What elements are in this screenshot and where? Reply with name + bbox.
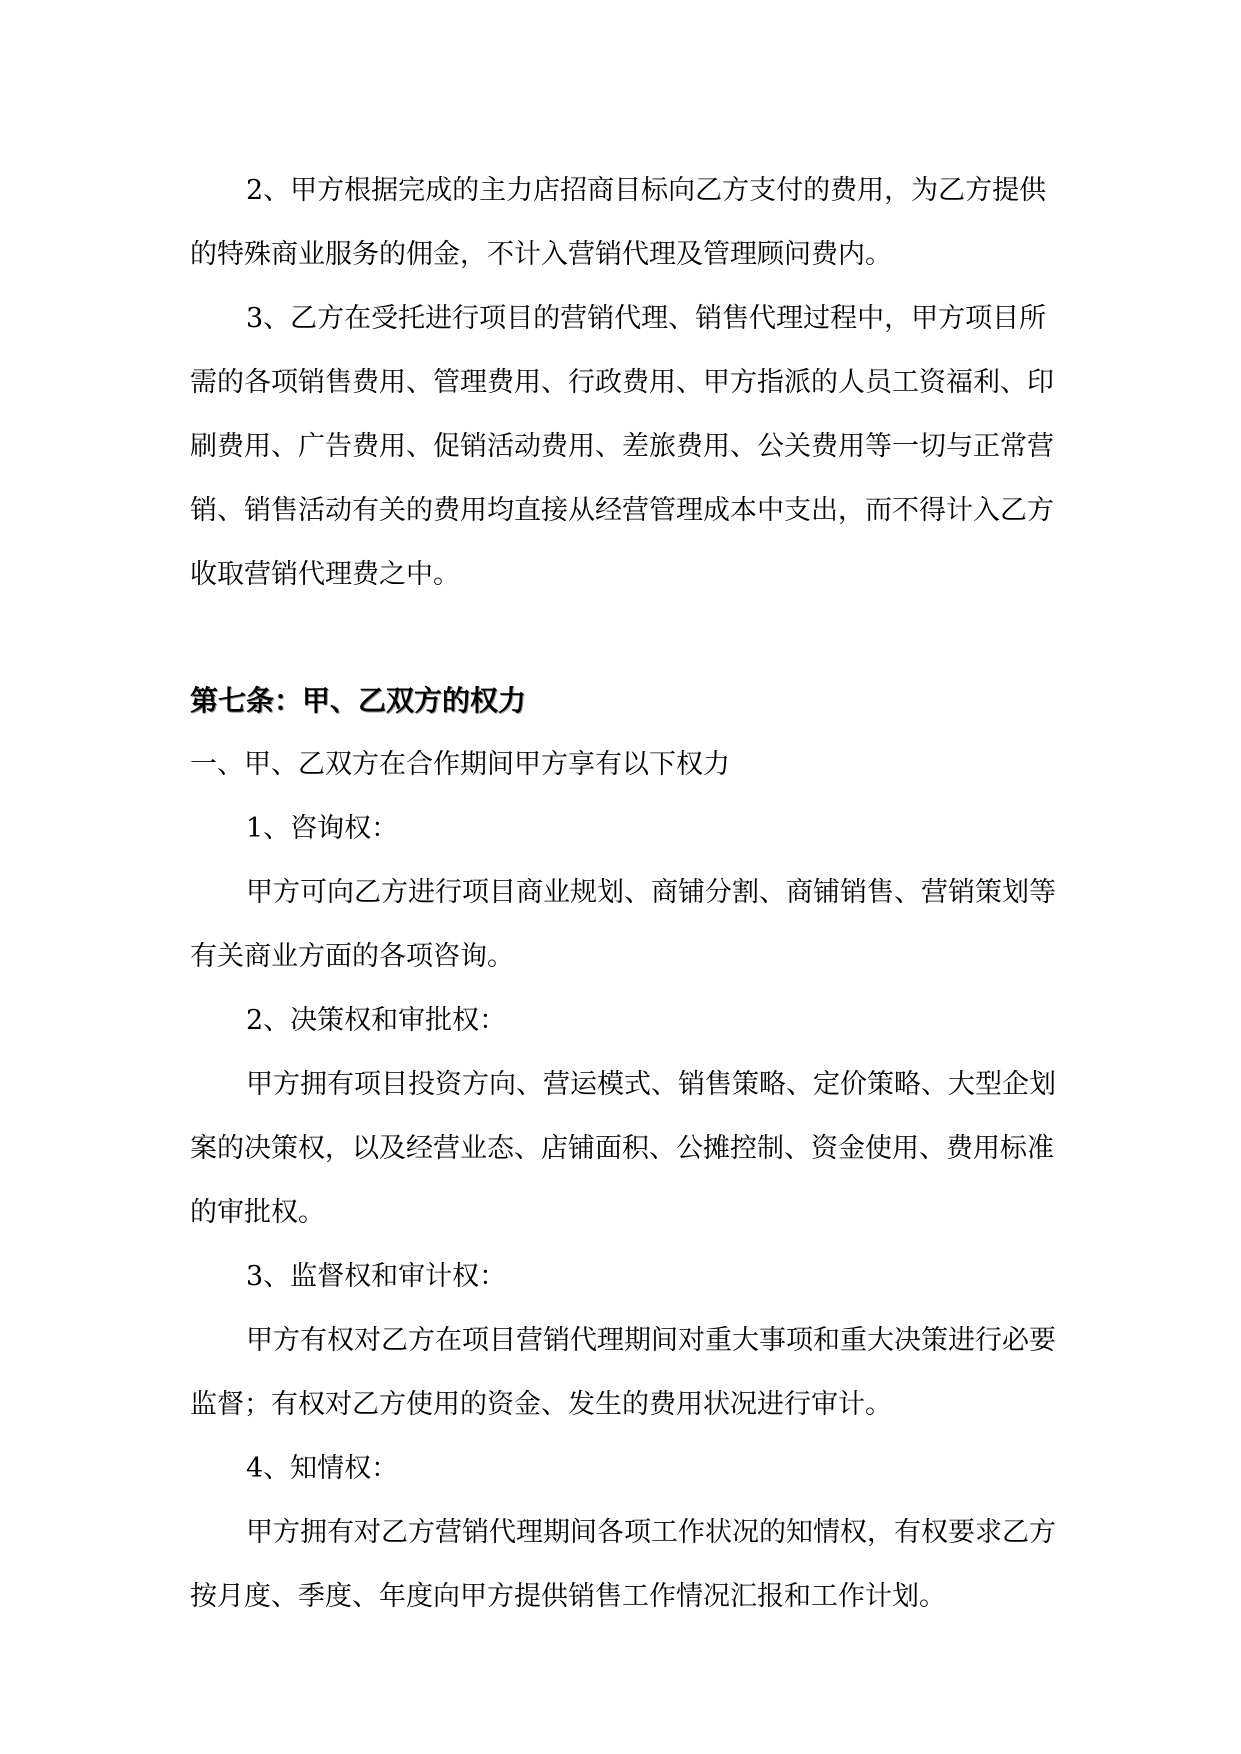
paragraph-fee-sales-costs: 3、乙方在受托进行项目的营销代理、销售代理过程中，甲方项目所需的各项销售费用、管理费用、行政费用、甲方指派的人员工资福利、印刷费用、广告费用、促销活动费用、差旅费用、公关费用等一切与正常营销、销售活动有关的费用均直接从经营管理成本中支出，而不得计入乙方收取营销代理费之中。 (190, 303, 1054, 590)
right-body-supervision: 甲方有权对乙方在项目营销代理期间对重大事项和重大决策进行必要监督；有权对乙方使用的资金、发生的费用状况进行审计。 (190, 1325, 1056, 1420)
right-title-decision: 2、决策权和审批权： (246, 1005, 507, 1036)
document-body (190, 159, 1070, 1629)
right-body-information: 甲方拥有对乙方营销代理期间各项工作状况的知情权，有权要求乙方按月度、季度、年度向甲方提供销售工作情况汇报和工作计划。 (190, 1517, 1056, 1612)
right-body-decision: 甲方拥有项目投资方向、营运模式、销售策略、定价策略、大型企划案的决策权，以及经营业态、店铺面积、公摊控制、资金使用、费用标准的审批权。 (190, 1069, 1056, 1228)
paragraph-fee-main-store: 2、甲方根据完成的主力店招商目标向乙方支付的费用，为乙方提供的特殊商业服务的佣金，不计入营销代理及管理顾问费内。 (190, 175, 1047, 270)
right-body-consultation: 甲方可向乙方进行项目商业规划、商铺分割、商铺销售、营销策划等有关商业方面的各项咨询。 (190, 877, 1056, 972)
right-title-consultation: 1、咨询权： (246, 813, 399, 844)
right-title-supervision: 3、监督权和审计权： (246, 1261, 507, 1292)
section-heading-article-7: 第七条：甲、乙双方的权力 (190, 684, 527, 717)
subheading-party-a-rights: 一、甲、乙双方在合作期间甲方享有以下权力 (190, 749, 730, 780)
right-title-information: 4、知情权： (246, 1453, 399, 1484)
